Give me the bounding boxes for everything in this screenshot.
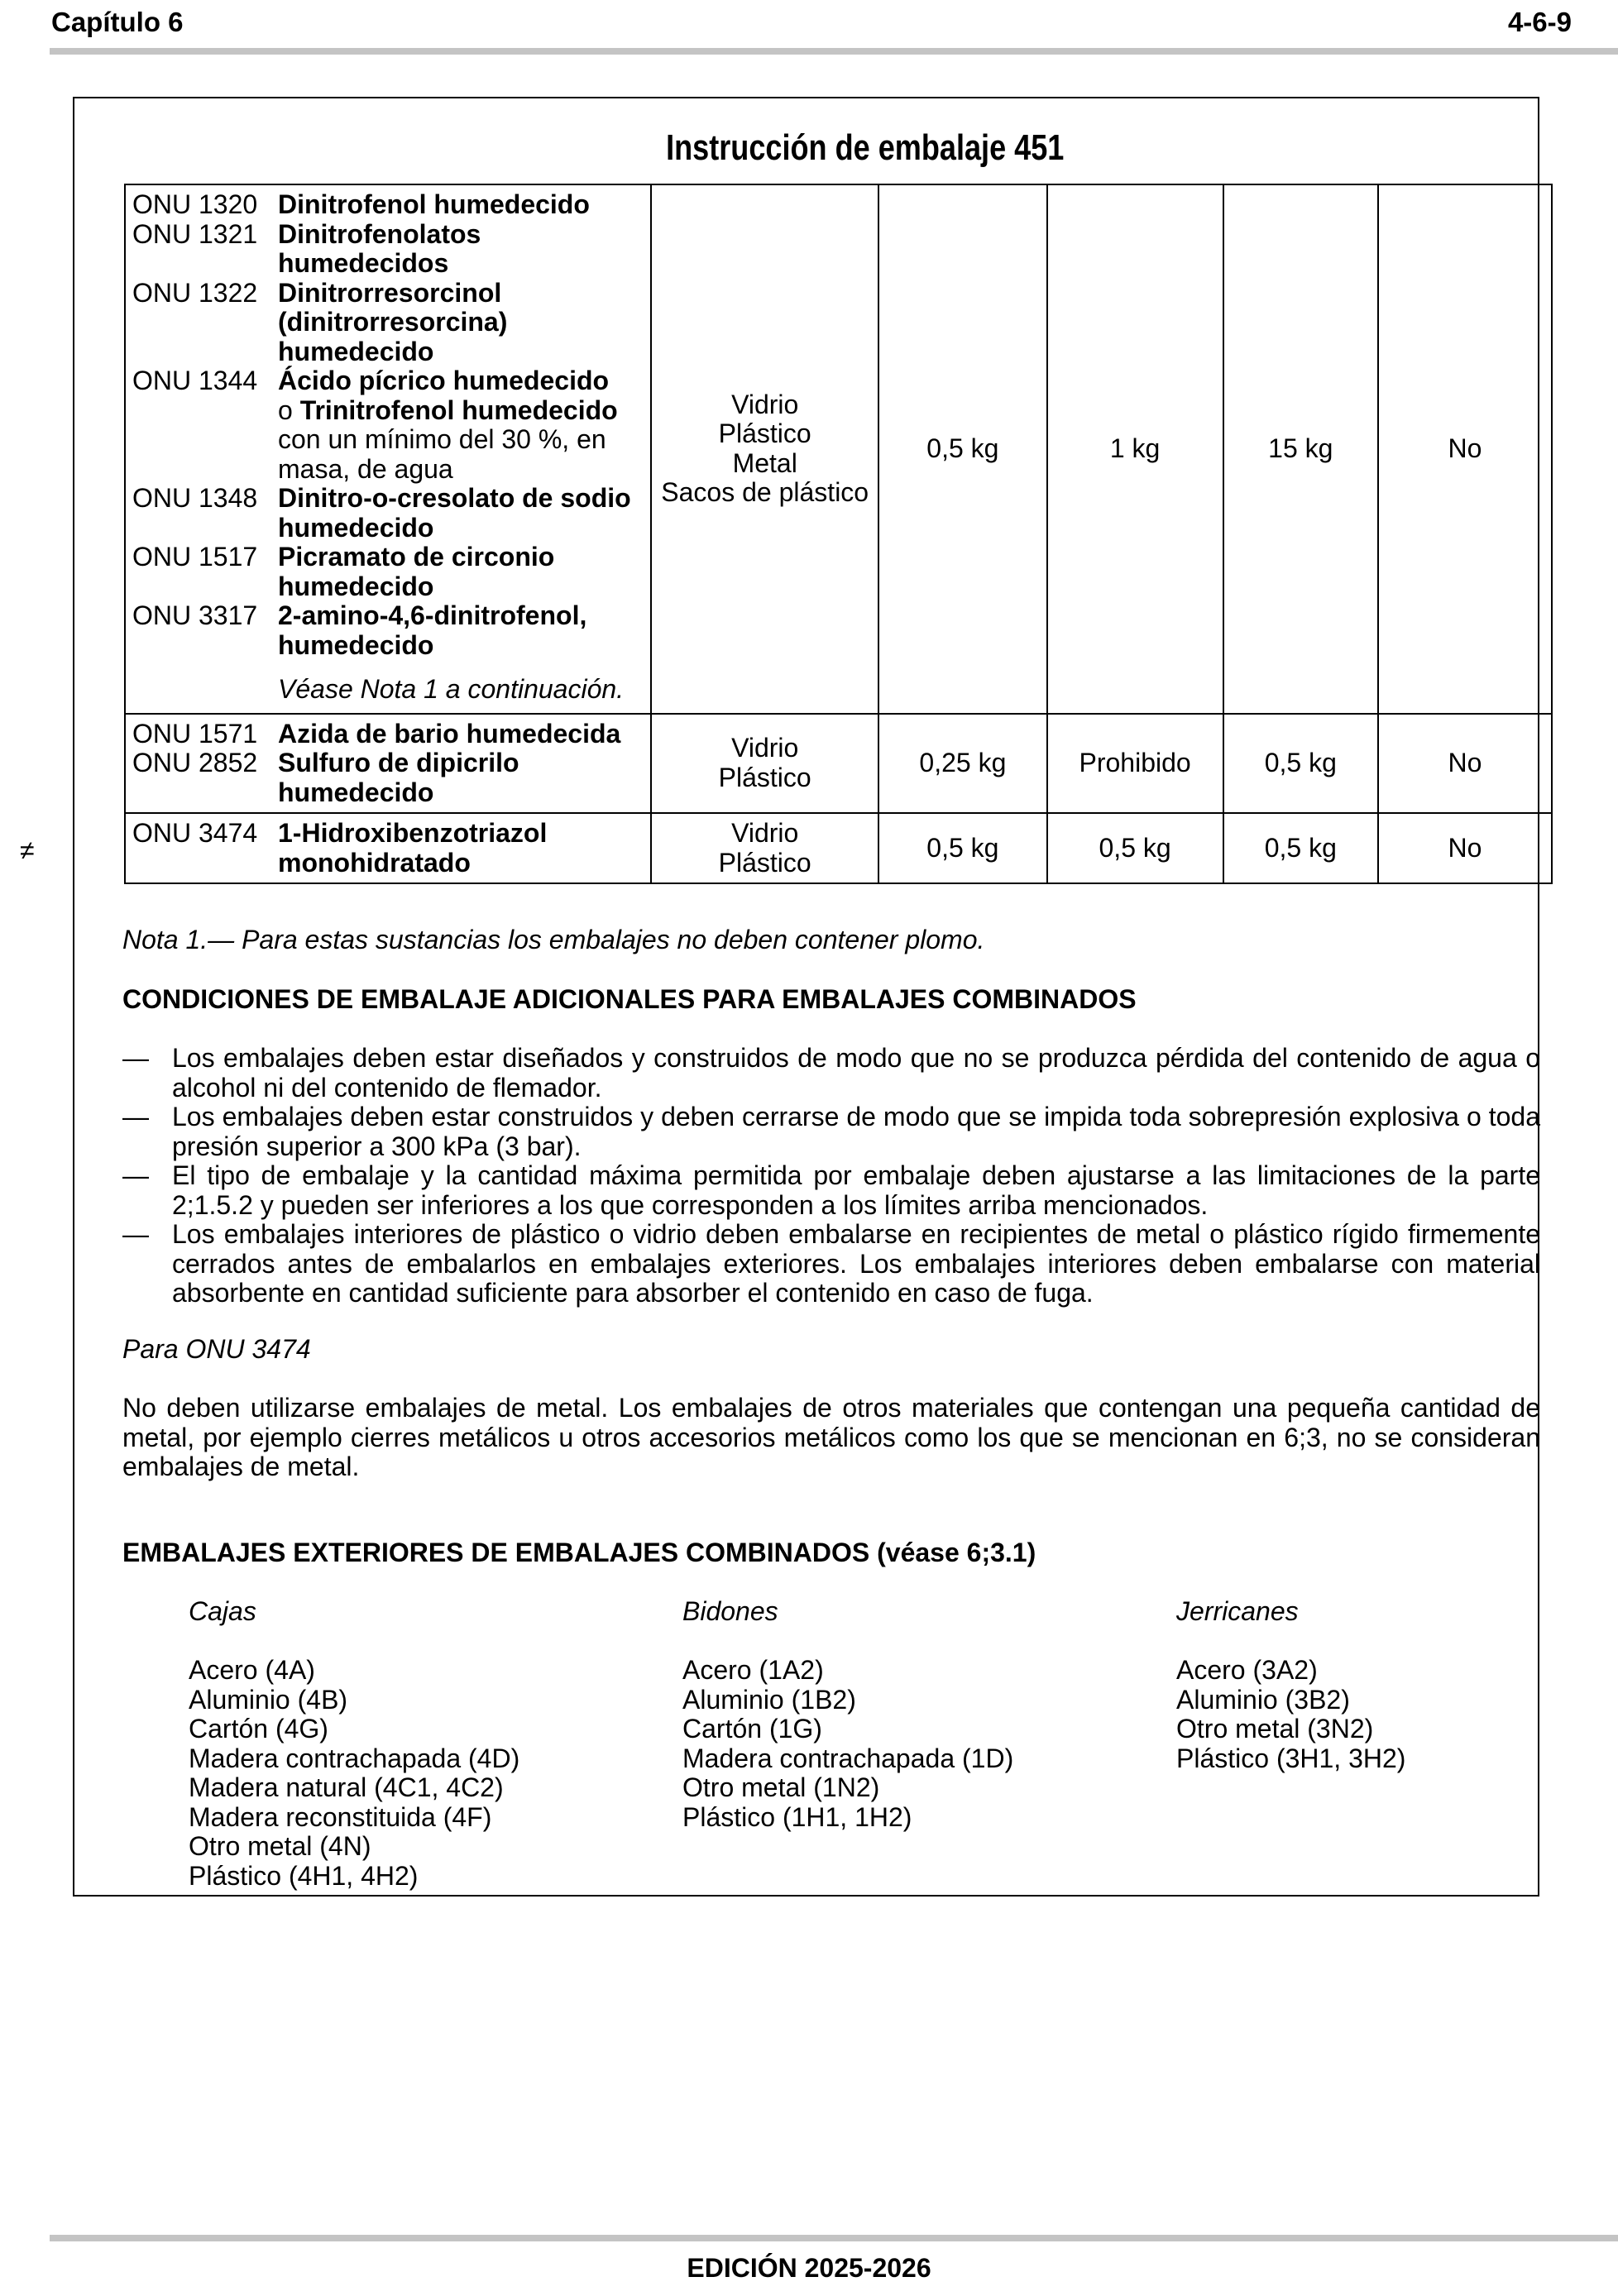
list-item: — El tipo de embalaje y la cantidad máxima permitida por embalaje deben ajustarse a las limitaciones de la parte 2;1.5.2 y pueden ser inferiores a los que corresponden a los límites arriba mencionados. — [122, 1160, 1540, 1220]
materials-cell: Vidrio Plástico Metal Sacos de plástico — [651, 184, 878, 714]
list-item: Plástico (3H1, 3H2) — [1176, 1743, 1406, 1773]
quantity-cell: 0,5 kg — [878, 184, 1046, 714]
substance-item: ONU 3317 2-amino-4,6-dinitrofenol, humedecido — [132, 600, 587, 660]
note-1: Nota 1.— Para estas sustancias los embalajes no deben contener plomo. — [122, 925, 985, 954]
outer-heading: EMBALAJES EXTERIORES DE EMBALAJES COMBINADOS (véase 6;3.1) — [122, 1538, 1036, 1567]
list-item: Cartón (1G) — [682, 1714, 822, 1744]
list-item: Acero (1A2) — [682, 1655, 824, 1685]
list-item: Otro metal (1N2) — [682, 1772, 880, 1802]
change-mark: ≠ — [20, 835, 35, 865]
substance-item: ONU 1344 Ácido pícrico humedecido o Trinitrofenol humedecido con un mínimo del 30 %, en masa, de agua — [132, 366, 618, 484]
conditions-list — [122, 1044, 1540, 1308]
see-note: Véase Nota 1 a continuación. — [278, 674, 625, 704]
column-title: Jerricanes — [1176, 1596, 1299, 1626]
list-item: Plástico (1H1, 1H2) — [682, 1801, 912, 1832]
substance-item: ONU 1517 Picramato de circonio humedecido — [132, 542, 555, 601]
quantity-cell: 1 kg — [1047, 184, 1223, 714]
instruction-title: Instrucción de embalaje 451 — [666, 127, 1065, 168]
edition-label: EDICIÓN 2025-2026 — [687, 2253, 931, 2283]
list-item: Acero (3A2) — [1176, 1655, 1318, 1685]
substance-item: ONU 1322 Dinitrorresorcinol (dinitrorresorcina) humedecido — [132, 277, 508, 366]
page-number: 4-6-9 — [1507, 7, 1572, 37]
substance-item: ONU 1348 Dinitro-o-cresolato de sodio humedecido — [132, 483, 631, 543]
list-item: — Los embalajes interiores de plástico o vidrio deben embalarse en recipientes de metal o plástico rígido firmemente cerrados antes de embalarlos en embalajes exteriores. Los embalajes interiores deben embalarse con material absorbente en cantidad suficiente para absorber el contenido en caso de fuga. — [122, 1219, 1540, 1308]
list-item: — Los embalajes deben estar construidos y deben cerrarse de modo que se impida toda sobrepresión explosiva o toda presión superior a 300 kPa (3 bar). — [122, 1102, 1540, 1161]
list-item: Aluminio (3B2) — [1176, 1684, 1350, 1715]
list-item: — Los embalajes deben estar diseñados y construidos de modo que no se produzca pérdida del contenido de agua o alcohol ni del contenido de flemador. — [122, 1043, 1540, 1103]
table-row — [125, 184, 1552, 714]
list-item: Madera natural (4C1, 4C2) — [189, 1772, 504, 1802]
substance-item: ONU 1571 Azida de bario humedecida — [132, 718, 621, 749]
list-item: Acero (4A) — [189, 1655, 315, 1685]
substance-item: ONU 1320 Dinitrofenol humedecido — [132, 189, 590, 219]
materials-cell: Vidrio Plástico — [651, 813, 878, 883]
table-row — [125, 813, 1552, 883]
quantity-cell: Prohibido — [1047, 714, 1223, 814]
header-rule — [50, 48, 1618, 55]
cajas-column — [189, 1597, 519, 1891]
list-item: Cartón (4G) — [189, 1714, 328, 1744]
list-item: Madera contrachapada (1D) — [682, 1743, 1014, 1773]
chapter-label: Capítulo 6 — [51, 7, 184, 37]
quantity-cell: 0,5 kg — [1223, 714, 1378, 814]
list-item: Madera reconstituida (4F) — [189, 1801, 492, 1832]
para-onu-text: No deben utilizarse embalajes de metal. Los embalajes de otros materiales que contengan una pequeña cantidad de metal, por ejemplo cierres metálicos u otros accesorios metálicos como los que se mencionan en 6;3, no se consideran embalajes de metal. — [122, 1393, 1540, 1481]
substance-cell — [125, 714, 651, 814]
quantity-cell: No — [1378, 813, 1552, 883]
list-item: Aluminio (1B2) — [682, 1684, 856, 1715]
quantity-cell: 15 kg — [1223, 184, 1378, 714]
quantity-cell: 0,5 kg — [878, 813, 1046, 883]
quantity-cell: 0,25 kg — [878, 714, 1046, 814]
column-title: Cajas — [189, 1596, 256, 1626]
quantity-cell: 0,5 kg — [1223, 813, 1378, 883]
quantity-cell: 0,5 kg — [1047, 813, 1223, 883]
list-item: Aluminio (4B) — [189, 1684, 348, 1715]
list-item: Madera contrachapada (4D) — [189, 1743, 520, 1773]
para-onu-label: Para ONU 3474 — [122, 1334, 311, 1364]
list-item: Otro metal (3N2) — [1176, 1714, 1374, 1744]
substance-item: ONU 3474 1-Hidroxibenzotriazol monohidratado — [132, 818, 548, 878]
substance-cell — [125, 184, 651, 714]
substance-item: ONU 1321 Dinitrofenolatos humedecidos — [132, 218, 481, 278]
substance-cell — [125, 813, 651, 883]
footer-rule — [50, 2235, 1618, 2241]
conditions-heading: CONDICIONES DE EMBALAJE ADICIONALES PARA EMBALAJES COMBINADOS — [122, 984, 1137, 1014]
table-row — [125, 714, 1552, 814]
column-title: Bidones — [682, 1596, 778, 1626]
substance-item: ONU 2852 Sulfuro de dipicrilo humedecido — [132, 748, 519, 807]
bidones-column — [682, 1597, 1013, 1832]
page-header — [51, 7, 1572, 48]
list-item: Otro metal (4N) — [189, 1831, 371, 1861]
materials-cell: Vidrio Plástico — [651, 714, 878, 814]
jerricanes-column — [1176, 1597, 1405, 1773]
list-item: Plástico (4H1, 4H2) — [189, 1860, 419, 1891]
packing-table — [124, 184, 1553, 884]
quantity-cell: No — [1378, 714, 1552, 814]
quantity-cell: No — [1378, 184, 1552, 714]
